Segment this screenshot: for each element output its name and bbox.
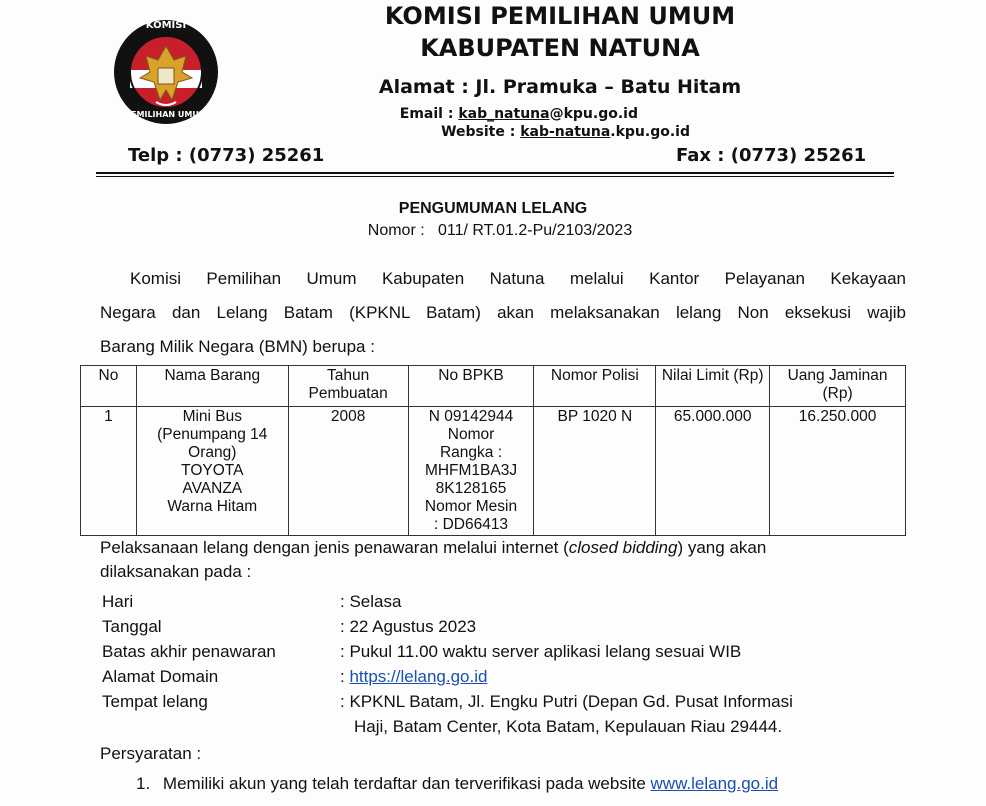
announcement-number: Nomor : 011/ RT.01.2-Pu/2103/2023 — [367, 222, 633, 239]
domain-prefix: : — [340, 667, 350, 686]
tanggal-label: Tanggal — [102, 617, 162, 636]
details-intro-b: ) yang akan — [677, 538, 767, 557]
intro-line3: Barang Milik Negara (BMN) berupa : — [100, 337, 375, 356]
email-label: Email : — [399, 106, 454, 122]
website-label: Website : — [441, 124, 516, 140]
hari-label: Hari — [102, 592, 134, 611]
details-intro-line2: dilaksanakan pada : — [100, 562, 252, 581]
requirement-item-1-link[interactable]: www.lelang.go.id — [650, 774, 779, 793]
bpkb-line: MHFM1BA3J — [424, 462, 518, 479]
telp: Telp : (0773) 25261 — [128, 145, 325, 166]
col-jaminan: Uang Jaminan (Rp) — [770, 366, 906, 407]
nama-line: Warna Hitam — [167, 498, 258, 515]
col-nama: Nama Barang — [136, 366, 288, 407]
bpkb-line: Rangka : — [439, 444, 503, 461]
nama-line: (Penumpang 14 — [157, 426, 268, 443]
bpkb-line: N 09142944 — [428, 408, 514, 425]
bpkb-line: Nomor — [447, 426, 495, 443]
auction-items-table — [80, 365, 906, 536]
bpkb-line: 8K128165 — [435, 480, 507, 497]
table-row — [81, 407, 906, 536]
tempat-value-2: Haji, Batam Center, Kota Batam, Kepulauan Riau 29444. — [354, 717, 783, 736]
requirements-title: Persyaratan : — [100, 744, 202, 763]
domain-link[interactable]: https://lelang.go.id — [349, 667, 488, 686]
details-intro-em: closed bidding — [568, 538, 678, 557]
details-intro-a: Pelaksanaan lelang dengan jenis penawaran melalui internet ( — [100, 538, 569, 557]
tempat-label: Tempat lelang — [102, 692, 208, 711]
website-sub[interactable]: kab-natuna — [520, 124, 611, 140]
intro-paragraph — [100, 262, 906, 364]
nama-line: Orang) — [188, 444, 237, 461]
intro-line2: Negara dan Lelang Batam (KPKNL Batam) akan melaksanakan lelang Non eksekusi wajib — [100, 303, 906, 322]
website-line — [441, 124, 690, 140]
details-intro-line1 — [100, 536, 906, 560]
intro-line1: Komisi Pemilihan Umum Kabupaten Natuna melalui Kantor Pelayanan Kekayaan — [130, 269, 906, 288]
details-intro — [100, 536, 906, 584]
batas-label: Batas akhir penawaran — [102, 642, 276, 661]
nama-line: Mini Bus — [182, 408, 242, 425]
org-name-line1: KOMISI PEMILIHAN UMUM — [384, 2, 736, 30]
table-header-row — [81, 366, 906, 407]
header-divider-thin — [96, 176, 894, 177]
logo-bottom-text: PEMILIHAN UMUM — [125, 110, 207, 119]
nama-line: TOYOTA — [181, 462, 244, 479]
cell-polisi: BP 1020 N — [534, 407, 656, 536]
cell-nama — [136, 407, 288, 536]
email-line — [400, 106, 638, 122]
cell-limit: 65.000.000 — [656, 407, 770, 536]
batas-value: : Pukul 11.00 waktu server aplikasi lelang sesuai WIB — [340, 642, 742, 661]
col-limit: Nilai Limit (Rp) — [656, 366, 770, 407]
col-bpkb: No BPKB — [408, 366, 534, 407]
requirement-item-1-text: Memiliki akun yang telah terdaftar dan terverifikasi pada website — [162, 774, 651, 793]
org-name-line2: KABUPATEN NATUNA — [420, 34, 700, 62]
kpu-logo — [112, 16, 220, 128]
cell-jaminan: 16.250.000 — [770, 407, 906, 536]
email-user[interactable]: kab_natuna — [458, 106, 550, 122]
bpkb-line: Nomor Mesin — [424, 498, 518, 515]
col-no: No — [81, 366, 137, 407]
org-address: Alamat : Jl. Pramuka – Batu Hitam — [378, 76, 742, 98]
fax: Fax : (0773) 25261 — [676, 145, 867, 166]
bpkb-line: : DD66413 — [433, 516, 509, 533]
tanggal-value: : 22 Agustus 2023 — [340, 617, 477, 636]
requirement-item-1 — [136, 774, 778, 794]
cell-no: 1 — [81, 407, 137, 536]
website-domain[interactable]: .kpu.go.id — [610, 124, 690, 140]
nama-line: AVANZA — [182, 480, 243, 497]
col-tahun: Tahun Pembuatan — [288, 366, 408, 407]
domain-label: Alamat Domain — [102, 667, 219, 686]
email-domain[interactable]: @kpu.go.id — [549, 106, 638, 122]
announcement-title: PENGUMUMAN LELANG — [398, 200, 588, 217]
cell-tahun: 2008 — [288, 407, 408, 536]
col-polisi: Nomor Polisi — [534, 366, 656, 407]
header-divider-thick — [96, 172, 894, 174]
cell-bpkb — [408, 407, 534, 536]
logo-top-text: KOMISI — [145, 20, 187, 31]
tempat-value-1: : KPKNL Batam, Jl. Engku Putri (Depan Gd. Pusat Informasi — [340, 692, 793, 711]
hari-value: : Selasa — [340, 592, 402, 611]
domain-value — [340, 667, 487, 687]
requirement-item-1-num: 1. — [136, 774, 151, 793]
